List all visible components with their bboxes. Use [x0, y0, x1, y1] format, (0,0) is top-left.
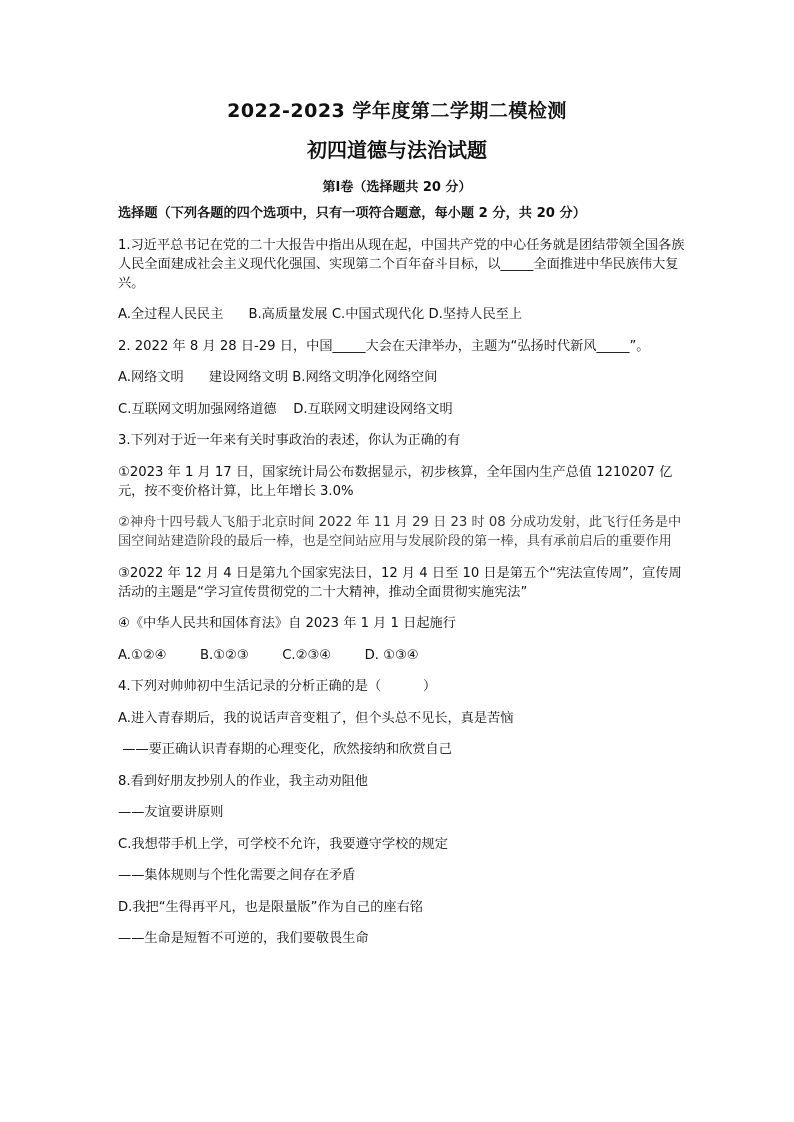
q4-option-b: 8.看到好朋友抄别人的作业，我主动劝阻他 — [118, 773, 368, 789]
q3-options: A.①②④ B.①②③ C.②③④ D. ①③④ — [118, 647, 419, 663]
q4-option-b-analysis: ——友谊要讲原则 — [118, 805, 224, 820]
question-list — [118, 204, 688, 961]
q2-options-line1: A.网络文明 建设网络文明 B.网络文明净化网络空间 — [118, 370, 438, 385]
q3-stem: 3.下列对于近一年来有关时事政治的表述，你认为正确的有 — [118, 433, 461, 448]
exam-subject-title: 初四道德与法治试题 — [307, 138, 487, 162]
exam-title: 2022-2023 学年度第二学期二模检测 — [227, 100, 567, 122]
q4-option-c: C.我想带手机上学，可学校不允许，我要遵守学校的规定 — [118, 836, 448, 852]
q2-stem: 2. 2022 年 8 月 28 日-29 日，中国_____大会在天津举办，主题为“弘扬时代新风_____”。 — [118, 338, 650, 354]
q3-item-4: ④《中华人民共和国体育法》自 2023 年 1 月 1 日起施行 — [118, 616, 456, 631]
q4-option-d: D.我把“生得再平凡，也是限量版”作为自己的座右铭 — [118, 899, 423, 915]
q3-item-2: ②神舟十四号载人飞船于北京时间 2022 年 11 月 29 日 23 时 08 分成功发射，此飞行任务是中国空间站建造阶段的最后一棒，也是空间站应用与发展阶段的第一棒，具有承前启后的重要作用 — [118, 515, 682, 549]
q4-option-c-analysis: ——集体规则与个性化需要之间存在矛盾 — [118, 868, 356, 883]
q2-options-line2: C.互联网文明加强网络道德 D.互联网文明建设网络文明 — [118, 401, 453, 417]
q4-option-a-analysis: ——要正确认识青春期的心理变化，欣然接纳和欣赏自己 — [118, 742, 452, 757]
q4-option-d-analysis: ——生命是短暂不可逆的，我们要敬畏生命 — [118, 931, 369, 946]
q1-options: A.全过程人民民主 B.高质量发展 C.中国式现代化 D.坚持人民至上 — [118, 307, 522, 322]
q4-option-a: A.进入青春期后，我的说话声音变粗了，但个头总不见长，真是苦恼 — [118, 710, 514, 726]
instructions: 选择题（下列各题的四个选项中，只有一项符合题意，每小题 2 分，共 20 分） — [118, 206, 586, 221]
q4-stem: 4.下列对帅帅初中生活记录的分析正确的是（ ） — [118, 679, 437, 694]
q3-item-3: ③2022 年 12 月 4 日是第九个国家宪法日，12 月 4 日至 10 日是第五个“宪法宣传周”，宣传周活动的主题是“学习宣传贯彻党的二十大精神，推动全面贯彻实施宪法” — [118, 565, 682, 600]
q3-item-1: ①2023 年 1 月 17 日，国家统计局公布数据显示，初步核算，全年国内生产总值 1210207 亿元，按不变价格计算，比上年增长 3.0% — [118, 464, 673, 499]
section-heading: 第Ⅰ卷（选择题共 20 分） — [322, 180, 472, 195]
q1-stem: 1.习近平总书记在党的二十大报告中指出从现在起，中国共产党的中心任务就是团结带领全国各族人民全面建成社会主义现代化强国、实现第二个百年奋斗目标，以_____全面推进中华民族伟大复兴。 — [118, 237, 685, 291]
